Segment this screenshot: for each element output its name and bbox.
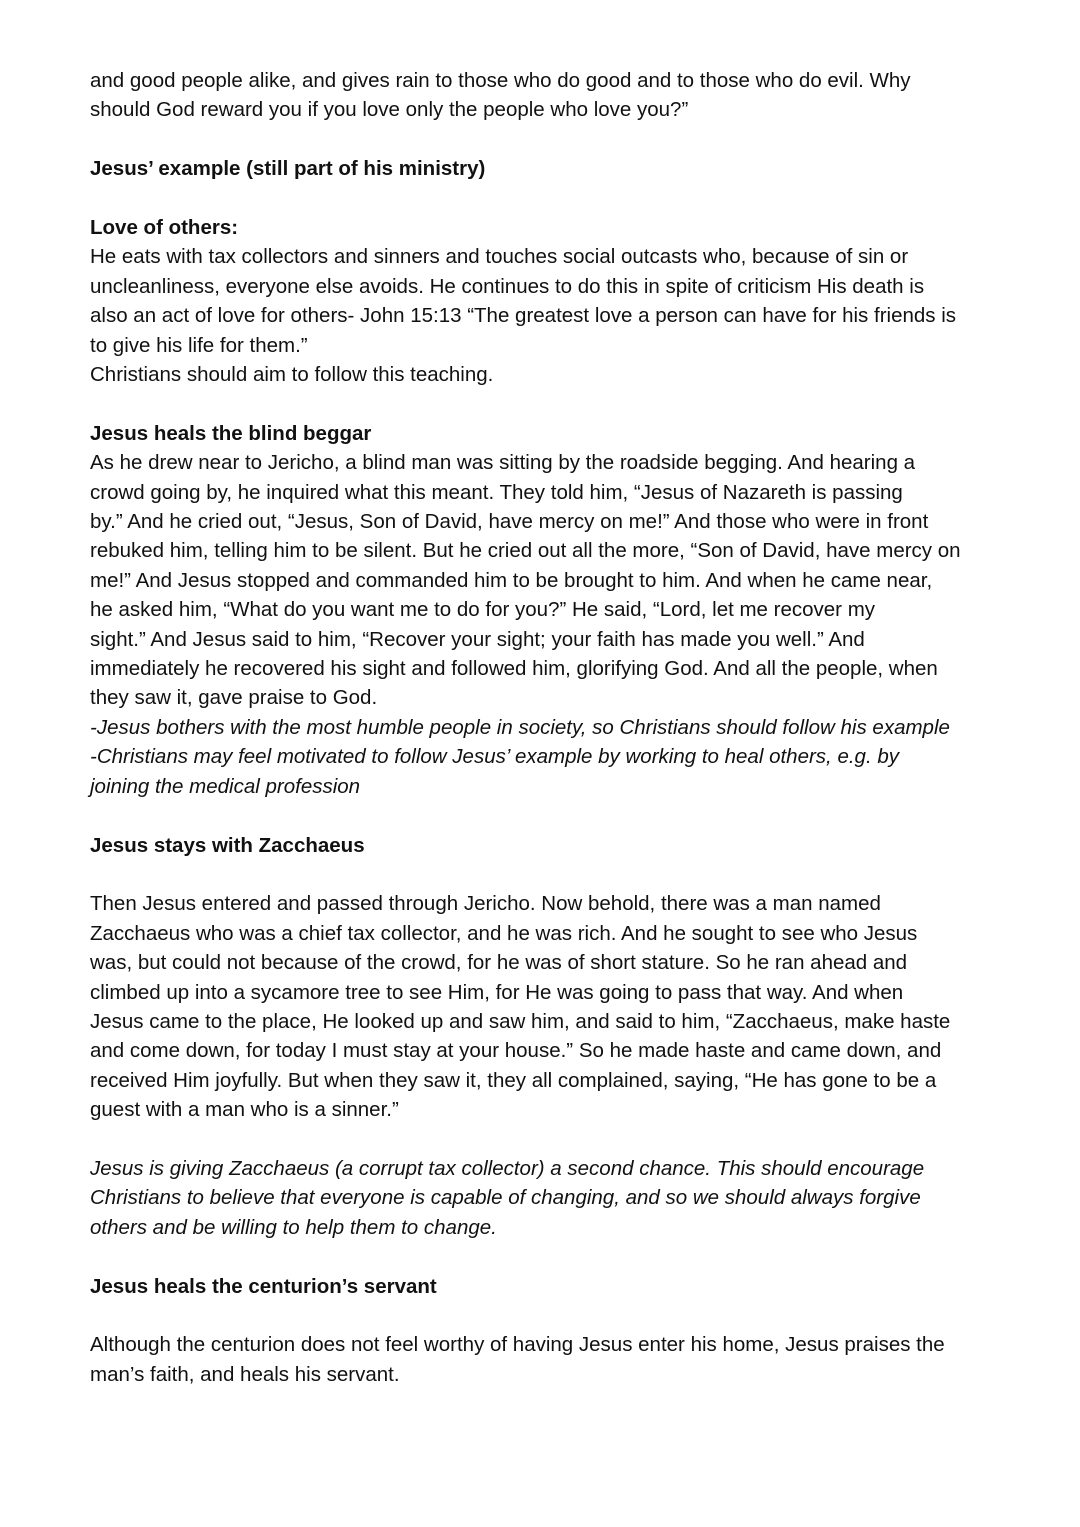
text-line: me!” And Jesus stopped and commanded him to be brought to him. And when he came near, (90, 568, 933, 592)
document-page (90, 66, 1030, 1389)
text-line: was, but could not because of the crowd, for he was of short stature. So he ran ahead and (90, 951, 908, 975)
text-line: sight.” And Jesus said to him, “Recover your sight; your faith has made you well.” And (90, 627, 865, 651)
text-line: Zacchaeus who was a chief tax collector, and he was rich. And he sought to see who Jesus (90, 921, 918, 945)
text-line: climbed up into a sycamore tree to see Him, for He was going to pass that way. And when (90, 980, 904, 1004)
text-line: also an act of love for others- John 15:13 “The greatest love a person can have for his friends is (90, 304, 957, 328)
italic-note-line: -Christians may feel motivated to follow Jesus’ example by working to heal others, e.g. by (90, 745, 899, 769)
text-line: they saw it, gave praise to God. (90, 686, 378, 710)
love-of-others-paragraph (90, 242, 1030, 389)
text-line: Then Jesus entered and passed through Jericho. Now behold, there was a man named (90, 892, 881, 916)
text-line: rebuked him, telling him to be silent. But he cried out all the more, “Son of David, have mercy on (90, 539, 961, 563)
text-line: by.” And he cried out, “Jesus, Son of David, have mercy on me!” And those who were in front (90, 510, 929, 534)
text-line: Jesus came to the place, He looked up and saw him, and said to him, “Zacchaeus, make haste (90, 1009, 951, 1033)
text-line: guest with a man who is a sinner.” (90, 1098, 399, 1122)
text-line: crowd going by, he inquired what this meant. They told him, “Jesus of Nazareth is passing (90, 480, 903, 504)
text-line: immediately he recovered his sight and followed him, glorifying God. And all the people, when (90, 657, 938, 681)
text-line: uncleanliness, everyone else avoids. He continues to do this in spite of criticism His death is (90, 274, 925, 298)
section-heading-love-of-others: Love of others: (90, 216, 239, 239)
text-line: he asked him, “What do you want me to do for you?” He said, “Lord, let me recover my (90, 598, 876, 622)
italic-note-line: -Jesus bothers with the most humble people in society, so Christians should follow his example (90, 715, 950, 739)
text-line: and come down, for today I must stay at your house.” So he made haste and came down, and (90, 1039, 942, 1063)
text-line: should God reward you if you love only the people who love you?” (90, 98, 689, 122)
zacchaeus-paragraph (90, 889, 1030, 1124)
text-line: Christians should aim to follow this teaching. (90, 363, 494, 387)
centurion-paragraph (90, 1330, 1030, 1389)
section-heading-zacchaeus: Jesus stays with Zacchaeus (90, 833, 365, 857)
text-line: man’s faith, and heals his servant. (90, 1362, 400, 1386)
text-line: He eats with tax collectors and sinners and touches social outcasts who, because of sin or (90, 245, 909, 269)
text-line: and good people alike, and gives rain to those who do good and to those who do evil. Why (90, 69, 911, 92)
text-line: received Him joyfully. But when they saw it, they all complained, saying, “He has gone to be a (90, 1068, 937, 1092)
text-line: Although the centurion does not feel worthy of having Jesus enter his home, Jesus praises the (90, 1333, 945, 1357)
text-line: As he drew near to Jericho, a blind man was sitting by the roadside begging. And hearing a (90, 451, 916, 475)
section-heading-jesus-example: Jesus’ example (still part of his ministry) (90, 157, 486, 181)
blind-beggar-paragraph (90, 448, 1030, 713)
italic-note-line: Christians to believe that everyone is capable of changing, and so we should always forgive (90, 1186, 921, 1210)
intro-paragraph (90, 66, 1030, 125)
blind-beggar-notes (90, 713, 1030, 801)
text-line: to give his life for them.” (90, 333, 308, 357)
section-heading-centurion: Jesus heals the centurion’s servant (90, 1274, 437, 1298)
section-heading-blind-beggar: Jesus heals the blind beggar (90, 421, 372, 445)
italic-note-line: Jesus is giving Zacchaeus (a corrupt tax collector) a second chance. This should encourage (90, 1156, 925, 1180)
zacchaeus-note (90, 1154, 1030, 1242)
italic-note-line: joining the medical profession (90, 774, 361, 798)
italic-note-line: others and be willing to help them to change. (90, 1215, 497, 1239)
